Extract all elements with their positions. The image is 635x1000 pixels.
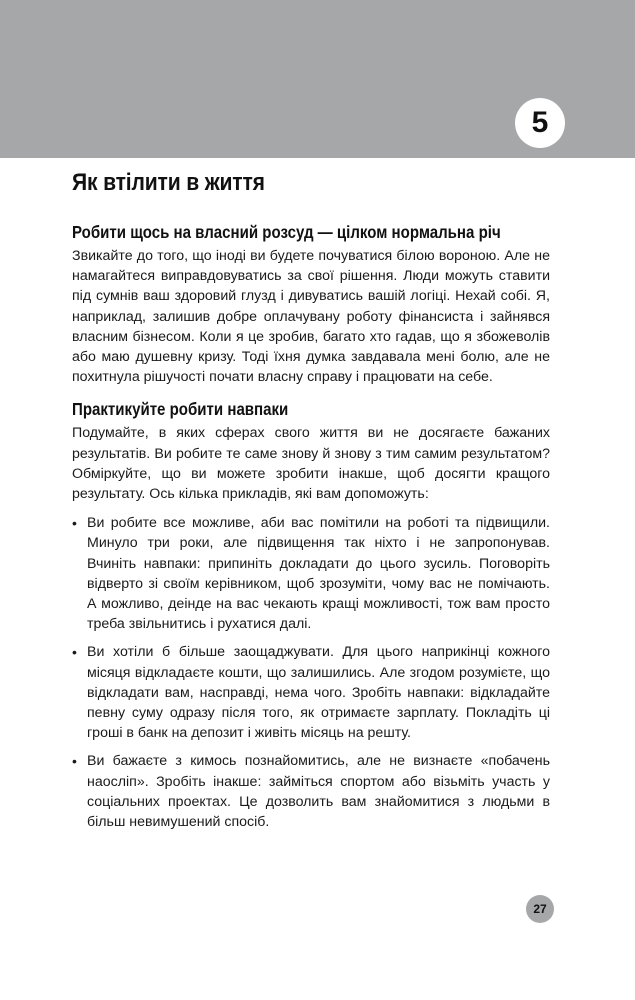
list-item-text: Ви бажаєте з кимось познайомитись, але не визнаєте «побачень наосліп». Зробіть інакше: займіться спортом або візьміть участь у соціальних проектах. Це дозволить вам знайомитися з людьми в більш невимушений спосіб. [87,753,550,831]
list-item-text: Ви робите все можливе, аби вас помітили на роботі та підвищили. Минуло три роки, але підвищення так ніхто і не запропонував. Вчиніть навпаки: припиніть докладати до цього зусиль. Поговоріть відверто зі своїм керівником, щоб зрозуміти, чому вас не помічають. А можливо, деінде на вас чекають кращі можливості, тож вам просто треба звільнитись і рухатися далі. [87,515,550,633]
section-paragraph-1: Звикайте до того, що іноді ви будете почуватися білою вороною. Але не намагайтеся виправдовуватись за свої рішення. Люди можуть ставити під сумнів ваш здоровий глузд і дивуватись вашій логіці. Нехай собі. Я, наприклад, залишив добре оплачувану роботу фінансиста і зайнявся власним бізнесом. Коли я це зробив, багато хто гадав, що я збожеволів або маю душевну кризу. Тоді їхня думка завдавала мені болю, але не похитнула рішучості почати власну справу і працювати на себе. [72,248,550,386]
page-content [72,168,550,840]
bullet-icon: • [72,644,77,661]
page-title: Як втілити в життя [72,169,265,196]
page-number: 27 [526,895,554,923]
list-item [72,751,550,832]
list-item [72,513,550,634]
section-paragraph-2: Подумайте, в яких сферах свого життя ви не досягаєте бажаних результатів. Ви робите те саме знову й знову з тим самим результатом? Обміркуйте, що ви можете зробити інакше, щоб досягти кращого результату. Ось кілька прикладів, які вам допоможуть: [72,425,550,503]
section-heading-2: Практикуйте робити навпаки [72,399,289,420]
bullet-icon: • [72,515,77,532]
list-item-text: Ви хотіли б більше заощаджувати. Для цього наприкінці кожного місяця відкладаєте кошти, що залишились. Але згодом розумієте, що відкладати вам, насправді, нема чого. Зробіть навпаки: відкладайте певну суму одразу після того, як отримаєте зарплату. Покладіть ці гроші в банк на депозит і живіть місяць на решту. [87,644,550,742]
list-item [72,642,550,743]
examples-list [72,513,550,832]
bullet-icon: • [72,753,77,770]
chapter-number-badge: 5 [515,98,565,148]
section-heading-1: Робити щось на власний розсуд — цілком нормальна річ [72,222,501,242]
